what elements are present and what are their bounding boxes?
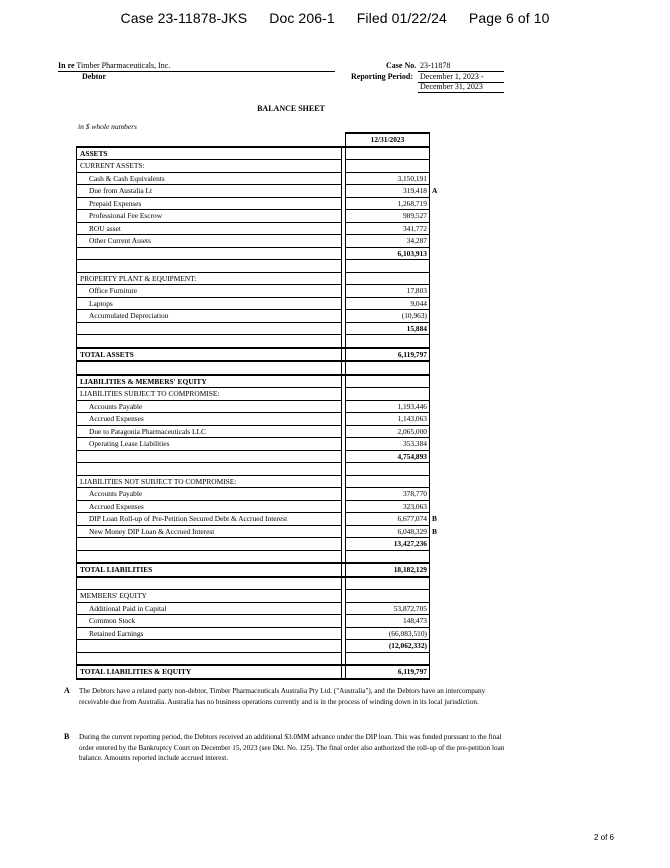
row-label: Additional Paid in Capital — [77, 602, 342, 615]
row-value — [346, 222, 430, 235]
row-value — [346, 463, 430, 476]
row-label — [77, 247, 342, 260]
column-header-date: 12/31/2023 — [346, 133, 430, 147]
balance-sheet-row — [77, 235, 430, 248]
filed-date-stamp: Filed 01/22/24 — [356, 10, 447, 26]
row-value — [346, 172, 430, 185]
balance-sheet-table — [76, 132, 438, 680]
court-filing-header — [0, 10, 670, 26]
row-value-text: 4,754,893 — [397, 451, 427, 461]
row-value-text: 3,150,191 — [397, 173, 427, 183]
balance-sheet-row — [77, 488, 430, 501]
reporting-period-line1: December 1, 2023 - — [420, 72, 484, 81]
balance-sheet-row — [77, 563, 430, 577]
balance-sheet-row — [77, 425, 430, 438]
header-label-cell — [77, 133, 342, 147]
row-label: Office Furniture — [77, 285, 342, 298]
row-label: LIABILITIES & MEMBERS' EQUITY — [77, 375, 342, 388]
row-value — [346, 475, 430, 488]
row-label: Due to Patagonia Pharmaceuticals LLC — [77, 425, 342, 438]
row-label — [77, 260, 342, 273]
row-value — [346, 160, 430, 173]
footnote-marker: B — [432, 514, 437, 523]
balance-sheet-row — [77, 361, 430, 375]
balance-sheet-row — [77, 450, 430, 463]
reporting-period-label: Reporting Period: — [351, 72, 413, 81]
row-label: MEMBERS' EQUITY — [77, 590, 342, 603]
row-label — [77, 322, 342, 335]
balance-sheet-row — [77, 147, 430, 160]
row-value — [346, 500, 430, 513]
row-value-text: 319,418 — [402, 186, 427, 196]
row-label: Professional Fee Escrow — [77, 210, 342, 223]
row-label: Common Stock — [77, 615, 342, 628]
row-label: Retained Earnings — [77, 627, 342, 640]
row-value — [346, 488, 430, 501]
balance-sheet-row — [77, 260, 430, 273]
row-value-text: 1,143,063 — [397, 414, 427, 424]
row-label: Accumulated Depreciation — [77, 310, 342, 323]
balance-sheet-row — [77, 160, 430, 173]
row-label — [77, 550, 342, 563]
row-value-text: 34,287 — [406, 236, 427, 246]
balance-sheet-row — [77, 388, 430, 401]
note-b-text: During the current reporting period, the Debtors received an additional $3.0MM advance under the DIP loan. This was funded pursuant to the final order entered by the Bankruptcy Court on December 15, 2023 (see Dkt. No. 125). The final order also authorized the roll-up of the pre-petition loan balance. Amounts reported include accrued interest. — [79, 733, 505, 762]
note-a-marker: A — [64, 686, 70, 695]
row-value-text: 378,770 — [402, 489, 427, 499]
row-value — [346, 272, 430, 285]
row-label — [77, 361, 342, 375]
row-label: LIABILITIES NOT SUBJECT TO COMPROMISE: — [77, 475, 342, 488]
row-value — [346, 388, 430, 401]
note-a-text: The Debtors have a related party non-debtor, Timber Pharmaceuticals Australia Pty Ltd. ("Australia"), and the Debtors have an intercompany receivable due from Australia. Australia has no business operations currently and is in the process of winding down in its local jurisdiction. — [79, 687, 486, 706]
row-value — [346, 602, 430, 615]
row-value-text: 148,473 — [402, 616, 427, 626]
row-value-text: (10,963) — [401, 311, 427, 321]
row-value-text: 2,065,000 — [397, 426, 427, 436]
balance-sheet-row — [77, 310, 430, 323]
row-value — [346, 235, 430, 248]
row-value — [346, 322, 430, 335]
balance-sheet-row — [77, 375, 430, 388]
balance-sheet-row — [77, 210, 430, 223]
row-value — [346, 260, 430, 273]
row-label: ASSETS — [77, 147, 342, 160]
row-value-text: 1,268,719 — [397, 198, 427, 208]
row-value — [346, 513, 437, 526]
balance-sheet-row — [77, 413, 430, 426]
row-label — [77, 652, 342, 665]
balance-sheet-title: BALANCE SHEET — [257, 104, 325, 113]
row-value — [346, 310, 430, 323]
row-value — [346, 563, 430, 577]
balance-sheet-row — [77, 222, 430, 235]
row-value — [346, 297, 430, 310]
row-label — [77, 450, 342, 463]
doc-number-stamp: Doc 206-1 — [269, 10, 335, 26]
row-value — [346, 652, 430, 665]
row-value-text: 1,193,446 — [397, 401, 427, 411]
row-value-text: 323,063 — [402, 501, 427, 511]
row-value-text: 341,772 — [402, 223, 427, 233]
row-value — [346, 577, 430, 590]
balance-sheet-row — [77, 297, 430, 310]
footnote-marker: B — [432, 526, 437, 536]
balance-sheet-row — [77, 577, 430, 590]
row-value — [346, 247, 430, 260]
row-label: New Money DIP Loan & Accrued Interest — [77, 525, 342, 538]
row-value — [346, 550, 430, 563]
row-label: TOTAL ASSETS — [77, 348, 342, 362]
balance-sheet-row — [77, 285, 430, 298]
row-value-text: 353,384 — [402, 439, 427, 449]
row-value-text: 9,044 — [410, 298, 427, 308]
row-value-text: 6,677,074 — [397, 514, 427, 524]
row-value-text: 989,527 — [402, 211, 427, 221]
balance-sheet-row — [77, 348, 430, 362]
balance-sheet-row — [77, 602, 430, 615]
row-value-text: 15,884 — [406, 323, 427, 333]
case-no-value: 23-11878 — [420, 61, 451, 70]
balance-sheet-row — [77, 335, 430, 348]
balance-sheet-row — [77, 590, 430, 603]
balance-sheet-row — [77, 615, 430, 628]
row-value — [346, 348, 430, 362]
row-value-text: 6,048,329 — [397, 526, 427, 536]
in-re-label-wrap — [58, 61, 170, 71]
balance-sheet-row — [77, 665, 430, 679]
case-no-label: Case No. — [386, 61, 417, 70]
balance-sheet-row — [77, 500, 430, 513]
row-value — [346, 615, 430, 628]
case-number-stamp: Case 23-11878-JKS — [120, 10, 248, 26]
balance-sheet-row — [77, 525, 430, 538]
balance-sheet-row — [77, 538, 430, 551]
row-label — [77, 538, 342, 551]
row-value — [346, 147, 430, 160]
row-value — [346, 335, 430, 348]
balance-sheet-row — [77, 463, 430, 476]
row-value — [346, 450, 430, 463]
row-label: TOTAL LIABILITIES — [77, 563, 342, 577]
row-value-text: 6,119,797 — [397, 667, 427, 677]
page-stamp: Page 6 of 10 — [468, 10, 550, 26]
row-value — [346, 425, 430, 438]
balance-sheet-row — [77, 322, 430, 335]
row-value — [346, 210, 430, 223]
row-label: TOTAL LIABILITIES & EQUITY — [77, 665, 342, 679]
balance-sheet-row — [77, 197, 430, 210]
debtor-name: Timber Pharmaceuticals, Inc. — [76, 61, 171, 70]
row-label: Accounts Payable — [77, 488, 342, 501]
row-label: Accrued Expenses — [77, 413, 342, 426]
balance-sheet-row — [77, 640, 430, 653]
row-value — [346, 590, 430, 603]
row-label: Accounts Payable — [77, 400, 342, 413]
row-label: ROU asset — [77, 222, 342, 235]
row-value-text: (66,083,510) — [388, 628, 427, 638]
row-value — [346, 413, 430, 426]
row-label: LIABILITIES SUBJECT TO COMPROMISE: — [77, 388, 342, 401]
row-label: Due from Austalia Lt — [77, 185, 342, 198]
reporting-period-line2: December 31, 2023 — [420, 82, 483, 91]
balance-sheet-row — [77, 272, 430, 285]
row-value — [346, 640, 430, 653]
row-value — [346, 438, 430, 451]
row-label — [77, 463, 342, 476]
row-value — [346, 285, 430, 298]
balance-sheet-row — [77, 185, 430, 198]
row-value-text: 53,872,705 — [393, 603, 427, 613]
balance-sheet-row — [77, 172, 430, 185]
row-value — [346, 375, 430, 388]
row-value — [346, 185, 438, 198]
row-value — [346, 197, 430, 210]
in-re-label: In re — [58, 61, 75, 70]
balance-sheet-row — [77, 513, 430, 526]
row-label: CURRENT ASSETS: — [77, 160, 342, 173]
footnote-marker: A — [432, 186, 438, 195]
balance-sheet-row — [77, 247, 430, 260]
row-label — [77, 577, 342, 590]
page-number: 2 of 6 — [593, 833, 614, 842]
balance-sheet-row — [77, 438, 430, 451]
balance-sheet-row — [77, 652, 430, 665]
row-label: Operating Lease Liabilities — [77, 438, 342, 451]
row-label — [77, 335, 342, 348]
column-header-row — [77, 133, 430, 147]
row-label: Prepaid Expenses — [77, 197, 342, 210]
row-value-text: 18,182,129 — [393, 565, 427, 575]
row-label: DIP Loan Roll-up of Pre-Petition Secured Debt & Accrued Interest — [77, 513, 342, 526]
row-value-text: 6,119,797 — [397, 349, 427, 359]
row-value-text: 17,803 — [406, 286, 427, 296]
balance-sheet-row — [77, 550, 430, 563]
balance-sheet-row — [77, 475, 430, 488]
row-label: Laptops — [77, 297, 342, 310]
row-value — [346, 361, 430, 375]
row-label: Accrued Expenses — [77, 500, 342, 513]
row-value — [346, 627, 430, 640]
row-value-text: 6,103,913 — [397, 248, 427, 258]
row-value-text: (12,062,332) — [388, 641, 427, 651]
row-value — [346, 400, 430, 413]
row-value — [346, 525, 437, 538]
row-label: PROPERTY PLANT & EQUIPMENT: — [77, 272, 342, 285]
balance-sheet-row — [77, 627, 430, 640]
row-label: Other Current Assets — [77, 235, 342, 248]
row-label: Cash & Cash Equivalents — [77, 172, 342, 185]
units-note: in $ whole numbers — [78, 122, 137, 131]
row-label — [77, 640, 342, 653]
balance-sheet-row — [77, 400, 430, 413]
row-value — [346, 665, 430, 679]
debtor-label: Debtor — [82, 72, 106, 81]
note-b-marker: B — [64, 732, 70, 741]
balance-sheet-body — [77, 133, 438, 679]
period-underline-2 — [418, 92, 504, 93]
row-value-text: 13,427,236 — [393, 539, 427, 549]
row-value — [346, 538, 430, 551]
